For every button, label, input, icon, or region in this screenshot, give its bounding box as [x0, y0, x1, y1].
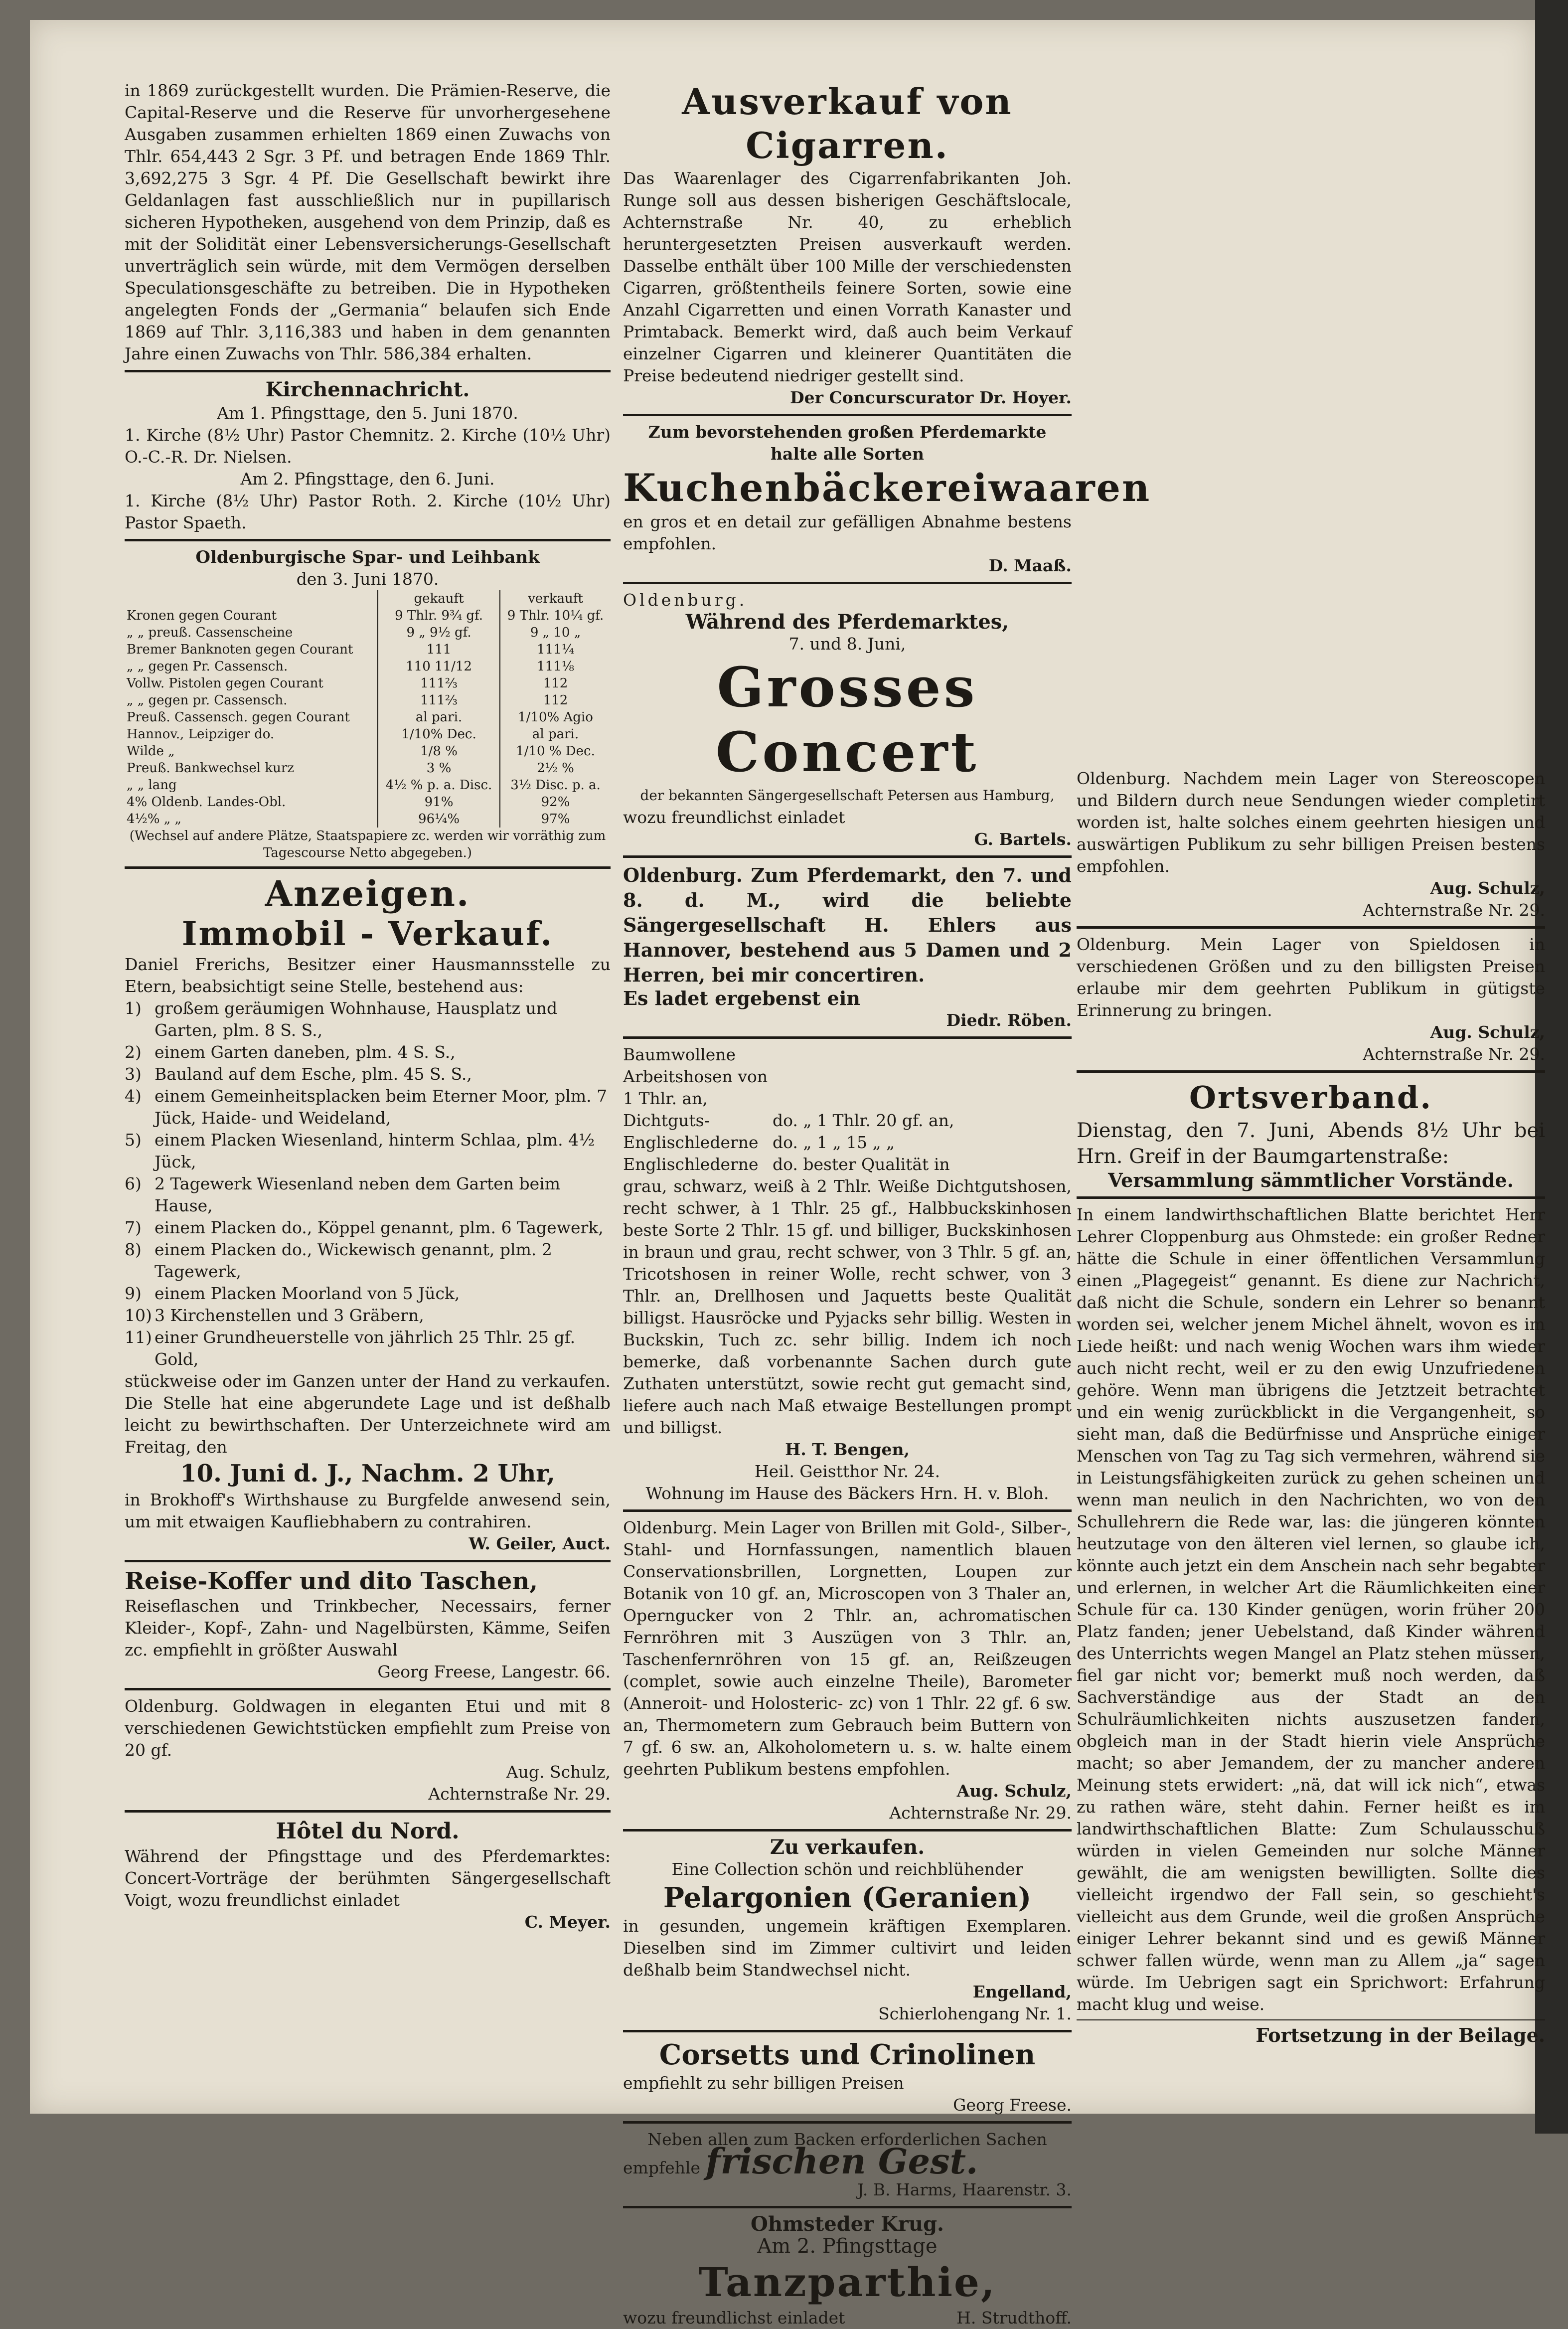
ad-signature: Georg Freese, Langestr. 66.: [377, 1662, 611, 1681]
table-row: [125, 743, 611, 760]
article-text: In einem landwirthschaftlichen Blatte berichtet Herr Lehrer Cloppenburg aus Ohmstede: ein großer Redner hätte die Schule in einer öffentlichen Versammlung einen „Plagegeist“ genannt. Es diene zur Nachricht, daß nicht die Schule, sondern ein Lehrer so benannt worden sei, welcher jenem Michel ähnelt, wovon es im Liede heißt: und nach wenig Wochen wars ihm wieder auch nicht recht, weil er zu den ewig Unzufriedenen gehöre. Wenn man übrigens die Jetztzeit betrachtet und ein wenig zurückblickt in die Vergangenheit, so sieht man, daß die Bedürfnisse und Ansprüche einiger Menschen von Tag zu Tag sich vermehren, während sie in Leistungsfähigkeiten zurück zu gehen scheinen und wenn man neulich in den Nachrichten, wo von den Schullehrern die Rede war, las: die jüngeren könnten heutzutage von den älteren viel lernen, so glaube ich, könnte auch jetzt ein dem Anschein nach sehr begabter und erlernen, in welcher Art die Räumlichkeiten einer Schule für ca. 130 Kinder genügen, worin früher 200 Platz fanden; jener Uebelstand, daß Kinder während des Unterrichts wegen Mangel an Platz stehen müssen, fiel gar nicht vor; bemerkt muß noch werden, daß Sachverständige aus der Stadt an den Schulräumlichkeiten nichts auszusetzen fanden, obgleich man in der Stadt hierin viele Ansprüche macht; so aber Jemandem, der zu mancher anderen Meinung stets erwidert: „nä, dat will ick nich“, etwas zu rathen wäre, steht dahin. Ferner heißt es im landwirthschaftlichen Blatte: Zum Schulausschuß würden in vielen Gemeinden nur solche Männer gewählt, die am wenigsten bewilligten. Sollte dies vielleicht irgendwo der Fall sein, so geschieht's vielleicht aus dem Grunde, weil die großen Ansprüche einiger Lehrer bekannt sind und es gewiß Männer schwer fallen würde, wenn man zu Allem „ja“ sagen würde. Im Uebrigen sagt ein Sprichwort: Erfahrung macht klug und weise.: [1077, 1205, 1545, 2014]
sell-rate: 92%: [500, 794, 611, 811]
ad-text: Während des Pferdemarktes,: [685, 610, 1009, 634]
item-number: 8): [125, 1240, 142, 1259]
ad-text: Zum bevorstehenden großen Pferdemarkte halte alle Sorten: [648, 422, 1047, 464]
product-price: do. „ 1 „ 15 „ „: [773, 1133, 895, 1152]
text-line: Am 2. Pfingsttage, den 6. Juni.: [240, 469, 495, 489]
ad-text: in gesunden, ungemein kräftigen Exemplaren. Dieselben sind im Zimmer cultivirt und leiden deßhalb beim Standwechsel nicht.: [623, 1916, 1072, 1980]
divider: [125, 1560, 611, 1562]
ad-signature: Der Concurscurator Dr. Hoyer.: [790, 388, 1072, 407]
item-text: Bauland auf dem Esche, plm. 45 S. S.,: [155, 1064, 472, 1084]
divider: [623, 414, 1072, 416]
divider: [623, 2121, 1072, 2124]
item-number: 11): [125, 1328, 152, 1347]
sell-rate: 2½ %: [500, 760, 611, 777]
buy-rate: 110 11/12: [378, 658, 500, 675]
ad-text: stückweise oder im Ganzen unter der Hand zu verkaufen. Die Stelle hat eine abgerundete Lage und ist deßhalb leicht zu bewirthschaften. Der Unterzeichnete wird am Freitag, den: [125, 1371, 611, 1457]
ad-text: in Brokhoff's Wirthshause zu Burgfelde anwesend sein, um mit etwaigen Kaufliebhabern zu contrahiren.: [125, 1490, 611, 1531]
ad-text: Daniel Frerichs, Besitzer einer Hausmannsstelle zu Etern, beabsichtigt seine Stelle, bestehend aus:: [125, 955, 611, 996]
item-list: [125, 998, 611, 1370]
currency-name: „ „ preuß. Cassenscheine: [127, 625, 293, 640]
ad-text: Das Waarenlager des Cigarrenfabrikanten Joh. Runge soll aus dessen bisherigen Geschäftslocale, Achternstraße Nr. 40, zu erheblich heruntergesetzten Preisen ausverkauft werden. Dasselbe enthält über 100 Mille der verschiedensten Cigarren, größtentheils feinere Sorten, sowie eine Anzahl Cigarretten und einen Vorrath Kanaster und Primtaback. Bemerkt wird, daß auch beim Verkauf einzelner Cigarren und kleinerer Quantitäten die Preise bedeutend niedriger gestellt sind.: [623, 168, 1072, 385]
item-text: einem Placken do., Köppel genannt, plm. 6 Tagewerk,: [155, 1218, 604, 1237]
text-line: den 3. Juni 1870.: [296, 569, 439, 589]
divider: [623, 1036, 1072, 1039]
ad-text: empfehle: [623, 2158, 701, 2177]
buy-rate: 3 %: [378, 760, 500, 777]
table-row: [125, 794, 611, 811]
table-row: [125, 760, 611, 777]
ad-title: frischen Gest.: [705, 2141, 978, 2182]
ad-text: wozu freundlichst einladet: [623, 808, 845, 827]
ad-title: Ausverkauf von Cigarren.: [682, 80, 1013, 166]
ad-title: Immobil - Verkauf.: [181, 914, 554, 953]
ad-address: Achternstraße Nr. 29.: [428, 1784, 611, 1804]
ad-address: Achternstraße Nr. 29.: [889, 1803, 1072, 1823]
table-row: [125, 624, 611, 641]
ad-signature: C. Meyer.: [524, 1912, 611, 1932]
item-text: großem geräumigen Wohnhause, Hausplatz und Garten, plm. 8 S. S.,: [155, 998, 558, 1040]
ad-title: Zu verkaufen.: [770, 1835, 925, 1859]
sell-rate: 1/10% Agio: [500, 709, 611, 726]
ad-title: Ohmsteder Krug.: [751, 2212, 944, 2236]
ad-address: Achternstraße Nr. 29.: [1363, 1044, 1545, 1064]
ad-text: Versammlung sämmtlicher Vorstände.: [1108, 1169, 1514, 1191]
ad-signature: W. Geiler, Auct.: [469, 1534, 611, 1553]
ad-signature: Diedr. Röben.: [946, 1010, 1072, 1030]
ad-text: Oldenburg. Mein Lager von Spieldosen in verschiedenen Größen und zu den billigsten Preisen erlaube mir dem geehrten Publikum in gütigste Erinnerung zu bringen.: [1077, 935, 1545, 1020]
item-text: einem Garten daneben, plm. 4 S. S.,: [155, 1042, 456, 1062]
divider: [125, 370, 611, 372]
buy-rate: 91%: [378, 794, 500, 811]
ad-signature: H. T. Bengen,: [785, 1440, 910, 1459]
buy-rate: 111⅔: [378, 692, 500, 709]
ad-text: Oldenburg. Goldwagen in eleganten Etui und mit 8 verschiedenen Gewichtstücken empfiehlt zum Preise von 20 gf.: [125, 1696, 611, 1760]
column-left: [125, 80, 611, 1933]
price-line: [623, 1044, 1072, 1110]
divider: [623, 1509, 1072, 1512]
currency-name: Bremer Banknoten gegen Courant: [127, 642, 353, 657]
item-number: 1): [125, 998, 142, 1018]
column-header: verkauft: [500, 590, 611, 607]
currency-name: Vollw. Pistolen gegen Courant: [127, 676, 323, 691]
divider: [1077, 1070, 1545, 1073]
list-item: [125, 998, 611, 1041]
continuation-note: Fortsetzung in der Beilage.: [1255, 2024, 1545, 2046]
ad-title: Kuchenbäckereiwaaren: [623, 466, 1151, 510]
item-number: 9): [125, 1284, 142, 1303]
ad-text: grau, schwarz, weiß à 2 Thlr. Weiße Dichtgutshosen, recht schwer, à 1 Thlr. 25 gf., Halbbuckskinhosen beste Sorte 2 Thlr. 15 gf. und billiger, Buckskinhosen in braun und grau, recht schwer, von 3 Thlr. 5 gf. an, Tricotshosen in reiner Wolle, recht schwer, von 3 Thlr. an, Drellhosen und Jaquetts beste Qualität billigst. Hausröcke und Pyjacks sehr billig. Westen in Buckskin, Tuch zc. sehr billig. Indem ich noch bemerke, daß vorbenannte Sachen durch gute Zuthaten unterstützt, sowie recht gut gemacht sind, liefere auch nach Maß etwaige Bestellungen prompt und billigst.: [623, 1176, 1072, 1437]
buy-rate: 4½ % p. a. Disc.: [378, 777, 500, 794]
divider: [623, 2030, 1072, 2032]
divider: [623, 2206, 1072, 2208]
list-item: [125, 1063, 611, 1085]
ad-signature: G. Bartels.: [974, 830, 1072, 849]
ad-text: Oldenburg. Mein Lager von Brillen mit Gold-, Silber-, Stahl- und Hornfassungen, namentlich blauen Conservationsbrillen, Lorgnetten, Loupen zur Botanik von 10 gf. an, Microscopen von 3 Thaler an, Operngucker von 2 Thlr. an, achromatischen Fernröhren mit 3 Auszügen von 3 Thlr. an, Taschenfernröhren von 15 gf. an, Reißzeugen (complet, sowie auch einzelne Theile), Barometer (Anneroit- und Holosteric- zc) von 1 Thlr. 22 gf. 6 sw. an, Thermometern zum Gebrauch beim Buttern von 7 gf. 6 sw. an, Alkoholometern u. s. w. halte einem geehrten Publikum bestens empfohlen.: [623, 1518, 1072, 1779]
currency-name: Wilde „: [127, 744, 175, 759]
section-title: Kirchennachricht.: [265, 378, 470, 401]
item-number: 3): [125, 1064, 142, 1084]
ad-signature: H. Strudthoff.: [956, 2308, 1072, 2328]
sell-rate: 1/10 % Dec.: [500, 743, 611, 760]
ad-text: Oldenburg. Nachdem mein Lager von Stereoscopen und Bildern durch neue Sendungen wieder completirt worden ist, halte solches einem geehrten hiesigen und auswärtigen Publikum zu sehr billigen Preisen bestens empfohlen.: [1077, 769, 1545, 876]
currency-name: „ „ lang: [127, 778, 177, 793]
article-text: in 1869 zurückgestellt wurden. Die Prämien-Reserve, die Capital-Reserve und die Reserve für unvorhergesehene Ausgaben zusammen erhielten 1869 einen Zuwachs von Thlr. 654,443 2 Sgr. 3 Pf. und betragen Ende 1869 Thlr. 3,692,275 3 Sgr. 4 Pf. Die Gesellschaft bewirkt ihre Geldanlagen fast ausschließlich nur in pupillarisch sicheren Hypotheken, ausgehend von dem Prinzip, daß es mit der Solidität einer Lebensversicherungs-Gesellschaft unverträglich sein würde, mit dem Vermögen derselben Speculationsgeschäfte zu betreiben. Die in Hypotheken angelegten Fonds der „Germania“ belaufen sich Ende 1869 auf Thlr. 3,116,383 und haben in dem genannten Jahre einen Zuwachs von Thlr. 586,384 erhalten.: [125, 81, 611, 363]
buy-rate: 111: [378, 641, 500, 658]
ad-title: Hôtel du Nord.: [276, 1819, 460, 1844]
ad-text: 7. und 8. Juni,: [788, 634, 906, 654]
sell-rate: 3½ Disc. p. a.: [500, 777, 611, 794]
ad-date: 10. Juni d. J., Nachm. 2 Uhr,: [180, 1460, 555, 1488]
table-note: (Wechsel auf andere Plätze, Staatspapiere zc. werden wir vorräthig zum Tagescourse Netto abgegeben.): [129, 829, 606, 860]
ad-signature: Engelland,: [972, 1982, 1072, 2001]
divider: [125, 539, 611, 541]
list-item: [125, 1129, 611, 1173]
divider: [125, 1810, 611, 1813]
divider: [1077, 1196, 1545, 1199]
ad-text: Dienstag, den 7. Juni, Abends 8½ Uhr bei Hrn. Greif in der Baumgartenstraße:: [1077, 1119, 1545, 1168]
price-line: [623, 1110, 1072, 1132]
currency-name: Hannov., Leipziger do.: [127, 727, 275, 742]
item-text: 3 Kirchenstellen und 3 Gräbern,: [155, 1306, 424, 1325]
list-item: [125, 1173, 611, 1217]
list-item: [125, 1239, 611, 1283]
ad-title: Tanzparthie,: [698, 2259, 996, 2306]
buy-rate: 111⅔: [378, 675, 500, 692]
sell-rate: 111⅛: [500, 658, 611, 675]
sell-rate: 9 „ 10 „: [500, 624, 611, 641]
ad-text: Oldenburg. Zum Pferdemarkt, den 7. und 8. d. M., wird die beliebte Sängergesellschaft H. Ehlers aus Hannover, bestehend aus 5 Damen und 2 Herren, bei mir concertiren.: [623, 864, 1072, 986]
list-item: [125, 1085, 611, 1129]
divider: [1077, 2019, 1545, 2020]
product-price: do. bester Qualität in: [773, 1155, 950, 1174]
list-item: [125, 1041, 611, 1063]
item-number: 4): [125, 1086, 142, 1106]
section-title: Oldenburgische Spar- und Leihbank: [195, 547, 540, 567]
currency-name: 4% Oldenb. Landes-Obl.: [127, 795, 286, 810]
table-row: [125, 709, 611, 726]
ad-signature: Aug. Schulz,: [1430, 878, 1545, 898]
price-line: [623, 1132, 1072, 1154]
divider: [1077, 926, 1545, 929]
ad-title: Reise-Koffer und dito Taschen,: [125, 1567, 538, 1595]
ad-text: empfiehlt zu sehr billigen Preisen: [623, 2073, 904, 2093]
product-name: Dichtguts-: [623, 1111, 710, 1130]
table-row: [125, 607, 611, 624]
buy-rate: 9 „ 9½ gf.: [378, 624, 500, 641]
ad-address: Wohnung im Hause des Bäckers Hrn. H. v. Bloh.: [645, 1484, 1049, 1503]
ad-address: Schierlohengang Nr. 1.: [878, 2004, 1072, 2023]
item-text: 2 Tagewerk Wiesenland neben dem Garten beim Hause,: [155, 1174, 560, 1215]
ad-signature: Aug. Schulz,: [956, 1781, 1072, 1801]
product-name: Englischlederne: [623, 1155, 759, 1174]
column-header: gekauft: [378, 590, 500, 607]
list-item: [125, 1217, 611, 1239]
ad-text: Neben allen zum Backen erforderlichen Sachen: [647, 2130, 1047, 2149]
sell-rate: 111¼: [500, 641, 611, 658]
divider: [125, 866, 611, 869]
ad-text: Eine Collection schön und reichblühender: [671, 1859, 1023, 1879]
column-right: [1077, 768, 1545, 2046]
ad-title: Grosses Concert: [715, 655, 979, 784]
table-row: [125, 777, 611, 794]
divider: [623, 1829, 1072, 1831]
ad-address: Achternstraße Nr. 29.: [1363, 900, 1545, 920]
text-line: 1. Kirche (8½ Uhr) Pastor Chemnitz. 2. Kirche (10½ Uhr) O.-C.-R. Dr. Nielsen.: [125, 425, 611, 467]
ad-title: Corsetts und Crinolinen: [659, 2038, 1036, 2071]
sell-rate: al pari.: [500, 726, 611, 743]
table-row: [125, 675, 611, 692]
item-number: 2): [125, 1042, 142, 1062]
currency-name: 4½% „ „: [127, 812, 181, 827]
ad-signature: Aug. Schulz,: [506, 1762, 611, 1782]
currency-name: Preuß. Cassensch. gegen Courant: [127, 710, 350, 725]
ad-text: wozu freundlichst einladet: [623, 2308, 845, 2328]
item-text: einem Placken do., Wickewisch genannt, plm. 2 Tagewerk,: [155, 1240, 552, 1281]
ad-title: Ortsverband.: [1189, 1079, 1432, 1116]
text-line: 1. Kirche (8½ Uhr) Pastor Roth. 2. Kirche (10½ Uhr) Pastor Spaeth.: [125, 491, 611, 532]
item-text: einer Grundheuerstelle von jährlich 25 Thlr. 25 gf. Gold,: [155, 1328, 576, 1369]
item-number: 10): [125, 1306, 152, 1325]
table-row: [125, 692, 611, 709]
ad-signature: D. Maaß.: [988, 556, 1072, 575]
table-row: [125, 811, 611, 828]
item-text: einem Placken Wiesenland, hinterm Schlaa, plm. 4½ Jück,: [155, 1130, 595, 1171]
currency-name: Preuß. Bankwechsel kurz: [127, 761, 294, 776]
item-number: 6): [125, 1174, 142, 1193]
ad-place: Oldenburg.: [623, 590, 748, 610]
currency-name: „ „ gegen Pr. Cassensch.: [127, 659, 288, 674]
product-name: Englischlederne: [623, 1133, 759, 1152]
ad-text: en gros et en detail zur gefälligen Abnahme bestens empfohlen.: [623, 512, 1072, 553]
buy-rate: 1/10% Dec.: [378, 726, 500, 743]
ad-address: Heil. Geistthor Nr. 24.: [754, 1462, 941, 1481]
exchange-table: [125, 590, 611, 828]
ad-text: Während der Pfingsttage und des Pferdemarktes: Concert-Vorträge der berühmten Sängergesellschaft Voigt, wozu freundlichst einladet: [125, 1846, 611, 1910]
currency-name: Kronen gegen Courant: [127, 608, 277, 623]
divider: [125, 1688, 611, 1690]
table-row: [125, 726, 611, 743]
item-number: 5): [125, 1130, 142, 1150]
item-number: 7): [125, 1218, 142, 1237]
ad-signature: J. B. Harms, Haarenstr. 3.: [857, 2180, 1072, 2199]
ad-text: Reiseflaschen und Trinkbecher, Necessairs, ferner Kleider-, Kopf-, Zahn- und Nagelbürsten, Kämme, Seifen zc. empfiehlt in größter Auswahl: [125, 1596, 611, 1660]
ad-signature: Georg Freese.: [953, 2095, 1072, 2115]
price-list: [623, 1044, 1072, 1175]
text-line: Am 1. Pfingsttage, den 5. Juni 1870.: [217, 403, 518, 423]
divider: [623, 582, 1072, 584]
column-middle: [623, 80, 1151, 2329]
ad-text: Es ladet ergebenst ein: [623, 987, 860, 1009]
list-item: [125, 1305, 611, 1327]
buy-rate: 1/8 %: [378, 743, 500, 760]
product-price: do. „ 1 Thlr. 20 gf. an,: [773, 1111, 954, 1130]
sell-rate: 97%: [500, 811, 611, 828]
sell-rate: 112: [500, 675, 611, 692]
buy-rate: 96¼%: [378, 811, 500, 828]
product-price: [773, 1044, 1072, 1110]
section-heading: Anzeigen.: [265, 873, 470, 914]
ad-text: Am 2. Pfingsttage: [757, 2235, 938, 2258]
ad-signature: Aug. Schulz,: [1430, 1022, 1545, 1042]
sell-rate: 112: [500, 692, 611, 709]
table-row: [125, 641, 611, 658]
product-name: Baumwollene Arbeitshosen von 1 Thlr. an,: [623, 1045, 768, 1108]
ad-text: der bekannten Sängergesellschaft Petersen aus Hamburg,: [640, 787, 1055, 804]
list-item: [125, 1327, 611, 1370]
buy-rate: 9 Thlr. 9¾ gf.: [378, 607, 500, 624]
sell-rate: 9 Thlr. 10¼ gf.: [500, 607, 611, 624]
ad-title: Pelargonien (Geranien): [663, 1881, 1032, 1914]
item-text: einem Gemeinheitsplacken beim Eterner Moor, plm. 7 Jück, Haide- und Weideland,: [155, 1086, 608, 1128]
table-row: [125, 658, 611, 675]
list-item: [125, 1283, 611, 1305]
price-line: [623, 1154, 1072, 1175]
divider: [623, 855, 1072, 858]
currency-name: „ „ gegen pr. Cassensch.: [127, 693, 288, 708]
buy-rate: al pari.: [378, 709, 500, 726]
item-text: einem Placken Moorland von 5 Jück,: [155, 1284, 460, 1303]
